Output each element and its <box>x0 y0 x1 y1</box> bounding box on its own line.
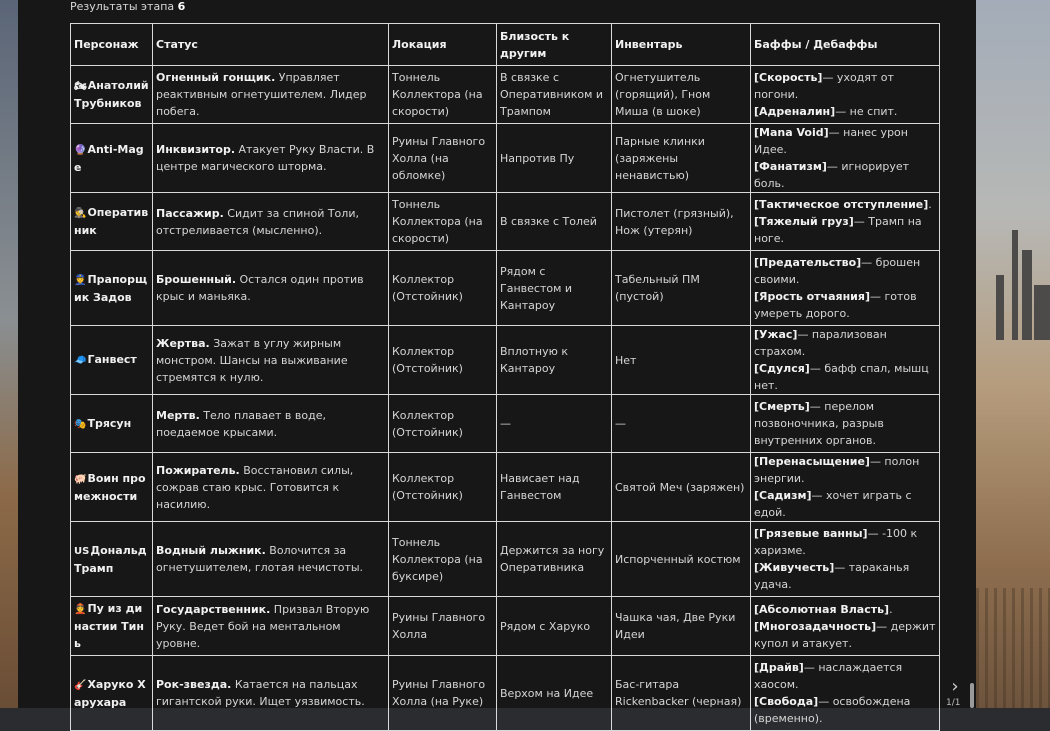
column-header-inventory: Инвентарь <box>612 24 751 66</box>
character-name: Ганвест <box>87 353 137 366</box>
inventory-cell: Святой Меч (заряжен) <box>612 453 751 522</box>
buff-text: — перелом позвоночника, разрыв внутренних органов. <box>754 400 884 447</box>
location-cell: Коллектор (Отстойник) <box>389 251 497 326</box>
status-title: Пожиратель. <box>156 463 240 477</box>
buff-name: [Mana Void] <box>754 126 829 139</box>
proximity-cell: Держится за ногу Оперативника <box>497 522 612 597</box>
buff-text: — парализован страхом. <box>754 328 887 358</box>
results-table <box>70 23 940 731</box>
location-cell: Руины Главного Холла (на обломке) <box>389 124 497 193</box>
status-title: Рок-звезда. <box>156 678 232 691</box>
inventory-cell: Чашка чая, Две Руки Идеи <box>612 597 751 656</box>
character-icon: 🔮 <box>74 144 87 156</box>
column-header-character: Персонаж <box>71 24 153 66</box>
location-cell: Коллектор (Отстойник) <box>389 395 497 453</box>
buff-name: [Фанатизм] <box>754 160 827 173</box>
buff-name: [Драйв] <box>754 661 804 674</box>
buff-name: [Предательство] <box>754 256 862 269</box>
buff-name: [Ярость отчаяния] <box>754 290 870 303</box>
column-header-proximity: Близость к другим <box>497 24 612 66</box>
inventory-cell: — <box>612 395 751 453</box>
stage-caption-prefix: Результаты этапа <box>70 0 175 13</box>
buff-name: [Грязевые ванны] <box>754 527 868 540</box>
buff-text: — бафф спал, мышц нет. <box>754 362 929 392</box>
status-text: Восстановил силы, сожрав стаю крыс. Готовится к насилию. <box>156 463 354 511</box>
status-text: Зажат в углу жирным монстром. Шансы на выживание стремятся к нулю. <box>156 336 348 384</box>
status-cell <box>153 124 389 193</box>
buff-text: . <box>889 602 893 616</box>
status-title: Мертв. <box>156 408 200 422</box>
character-icon: 🎭 <box>74 418 87 430</box>
buffs-cell <box>751 66 940 124</box>
buff-name: [Многозадачность] <box>754 619 877 633</box>
status-text: Тело плавает в воде, поедаемое крысами. <box>156 408 326 439</box>
scrollbar-thumb[interactable] <box>970 683 974 708</box>
background-left-strip <box>0 0 18 708</box>
proximity-cell: Верхом на Идее <box>497 656 612 731</box>
table-header-row <box>71 24 940 66</box>
buff-name: [Абсолютная Власть] <box>754 602 890 616</box>
page-counter: 1/1 <box>946 698 961 708</box>
buff-name: [Садизм] <box>754 489 812 502</box>
ruin-spire <box>1034 285 1050 340</box>
character-cell <box>71 66 153 124</box>
stage-number: 6 <box>177 0 186 13</box>
character-icon: 🎸 <box>74 679 87 691</box>
inventory-cell: Испорченный костюм <box>612 522 751 597</box>
inventory-cell: Бас-гитара Rickenbacker (черная) <box>612 656 751 731</box>
character-cell <box>71 453 153 522</box>
buffs-cell <box>751 656 940 731</box>
status-cell <box>153 522 389 597</box>
buff-text: — полон энергии. <box>754 455 920 485</box>
character-name: Anti-Mage <box>74 142 144 174</box>
status-text: Атакует Руку Власти. В центре магического шторма. <box>156 143 375 173</box>
location-cell: Тоннель Коллектора (на скорости) <box>389 66 497 124</box>
buff-name: [Перенасыщение] <box>754 455 870 468</box>
buff-name: [Сдулся] <box>754 362 810 375</box>
buff-name: [Адреналин] <box>754 105 836 118</box>
buff-name: [Свобода] <box>754 695 819 708</box>
character-name: Оперативник <box>74 206 149 237</box>
character-cell <box>71 326 153 395</box>
status-title: Государственник. <box>156 602 271 616</box>
column-header-location: Локация <box>389 24 497 66</box>
status-cell <box>153 66 389 124</box>
table-row <box>71 395 940 453</box>
buff-text: — держит купол и атакует. <box>754 619 936 650</box>
table-row <box>71 522 940 597</box>
status-cell <box>153 656 389 731</box>
character-cell <box>71 656 153 731</box>
location-cell: Коллектор (Отстойник) <box>389 453 497 522</box>
status-text: Катается на пальцах гигантской руки. Ищет уязвимость. <box>156 678 365 708</box>
status-title: Пассажир. <box>156 206 224 220</box>
buff-text: — игнорирует боль. <box>754 160 910 190</box>
buff-text: — -100 к харизме. <box>754 527 918 557</box>
location-cell: Тоннель Коллектора (на скорости) <box>389 193 497 251</box>
buffs-cell <box>751 193 940 251</box>
status-title: Огненный гонщик. <box>156 71 276 84</box>
table-row <box>71 453 940 522</box>
ruin-spire <box>996 275 1004 340</box>
proximity-cell: Рядом с Харуко <box>497 597 612 656</box>
character-cell <box>71 124 153 193</box>
table-row <box>71 193 940 251</box>
buff-name: [Живучесть] <box>754 561 835 574</box>
character-icon: 🕵 <box>74 208 87 219</box>
buffs-cell <box>751 522 940 597</box>
table-row <box>71 66 940 124</box>
buff-name: [Ужас] <box>754 328 798 341</box>
proximity-cell: — <box>497 395 612 453</box>
status-text: Сидит за спиной Толи, отстреливается (мысленно). <box>156 206 359 237</box>
buffs-cell <box>751 453 940 522</box>
buff-text: . <box>928 198 932 211</box>
character-icon: 🐖 <box>74 473 87 485</box>
character-cell <box>71 597 153 656</box>
ruin-spire <box>1022 250 1032 340</box>
buffs-cell <box>751 251 940 326</box>
location-cell: Тоннель Коллектора (на буксире) <box>389 522 497 597</box>
ruin-spire <box>1012 230 1018 340</box>
character-name: Трясун <box>87 416 132 430</box>
buffs-cell <box>751 597 940 656</box>
buff-name: [Тяжелый груз] <box>754 215 854 228</box>
table-row <box>71 326 940 395</box>
column-header-status: Статус <box>153 24 389 66</box>
buffs-cell <box>751 124 940 193</box>
buff-text: — наслаждается хаосом. <box>754 661 903 691</box>
ground-texture <box>976 588 1050 708</box>
character-name: Харуко Харухара <box>74 677 146 709</box>
buff-text: — готов умереть дорого. <box>754 290 917 320</box>
table-row <box>71 597 940 656</box>
proximity-cell: Вплотную к Кантароу <box>497 326 612 395</box>
status-title: Жертва. <box>156 336 210 350</box>
character-cell <box>71 395 153 453</box>
location-cell: Руины Главного Холла <box>389 597 497 656</box>
character-icon: 🧢 <box>74 355 87 366</box>
stage-caption <box>70 0 185 15</box>
buff-text: — уходят от погони. <box>754 71 894 101</box>
status-cell <box>153 193 389 251</box>
buff-text: — не спит. <box>835 105 898 118</box>
status-text: Призвал Вторую Руку. Ведет бой на ментальном уровне. <box>156 602 370 650</box>
status-cell <box>153 453 389 522</box>
character-icon: 🏍 <box>74 81 87 92</box>
character-name: Прапорщик Задов <box>74 272 148 304</box>
character-icon: 👮 <box>74 274 87 286</box>
proximity-cell: В связке с Толей <box>497 193 612 251</box>
inventory-cell: Парные клинки (заряжены ненавистью) <box>612 124 751 193</box>
inventory-cell: Табельный ПМ (пустой) <box>612 251 751 326</box>
character-name: Дональд Трамп <box>74 543 147 575</box>
proximity-cell: Нависает над Ганвестом <box>497 453 612 522</box>
buff-name: [Тактическое отступление] <box>754 198 929 211</box>
buffs-cell <box>751 326 940 395</box>
table-row <box>71 251 940 326</box>
status-text: Управляет реактивным огнетушителем. Лидер побега. <box>156 71 367 118</box>
character-icon: 👲 <box>74 604 87 615</box>
character-name: Анатолий Трубников <box>74 79 149 110</box>
buff-name: [Смерть] <box>754 400 810 413</box>
buff-text: — Трамп на ноге. <box>754 215 922 245</box>
buff-text: — нанес урон Идее. <box>754 126 908 156</box>
background-right-strip <box>976 0 1050 708</box>
status-title: Брошенный. <box>156 273 236 286</box>
status-cell <box>153 326 389 395</box>
character-name: Пу из династии Тинь <box>74 602 144 650</box>
proximity-cell: Рядом с Ганвестом и Кантароу <box>497 251 612 326</box>
status-cell <box>153 597 389 656</box>
status-text: Остался один против крыс и маньяка. <box>156 273 364 303</box>
character-cell <box>71 251 153 326</box>
character-cell <box>71 193 153 251</box>
buff-text: — хочет играть с едой. <box>754 489 912 519</box>
character-name: Воин промежности <box>74 471 146 503</box>
inventory-cell: Пистолет (грязный), Нож (утерян) <box>612 193 751 251</box>
character-cell <box>71 522 153 597</box>
proximity-cell: Напротив Пу <box>497 124 612 193</box>
inventory-cell: Нет <box>612 326 751 395</box>
status-cell <box>153 251 389 326</box>
table-row <box>71 656 940 731</box>
next-page-chevron-icon[interactable]: › <box>951 676 959 697</box>
buff-text: — тараканья удача. <box>754 561 910 591</box>
location-cell: Коллектор (Отстойник) <box>389 326 497 395</box>
status-cell <box>153 395 389 453</box>
buff-name: [Скорость] <box>754 71 823 84</box>
buff-text: — брошен своими. <box>754 256 921 286</box>
status-title: Водный лыжник. <box>156 544 266 557</box>
location-cell: Руины Главного Холла (на Руке) <box>389 656 497 731</box>
status-text: Волочится за огнетушителем, глотая нечистоты. <box>156 544 364 574</box>
inventory-cell: Огнетушитель (горящий), Гном Миша (в шоке) <box>612 66 751 124</box>
buffs-cell <box>751 395 940 453</box>
character-icon: US <box>74 545 90 557</box>
column-header-buffs: Баффы / Дебаффы <box>751 24 940 66</box>
table-row <box>71 124 940 193</box>
status-title: Инквизитор. <box>156 143 236 156</box>
proximity-cell: В связке с Оперативником и Трампом <box>497 66 612 124</box>
buff-text: — освобождена (временно). <box>754 695 911 725</box>
